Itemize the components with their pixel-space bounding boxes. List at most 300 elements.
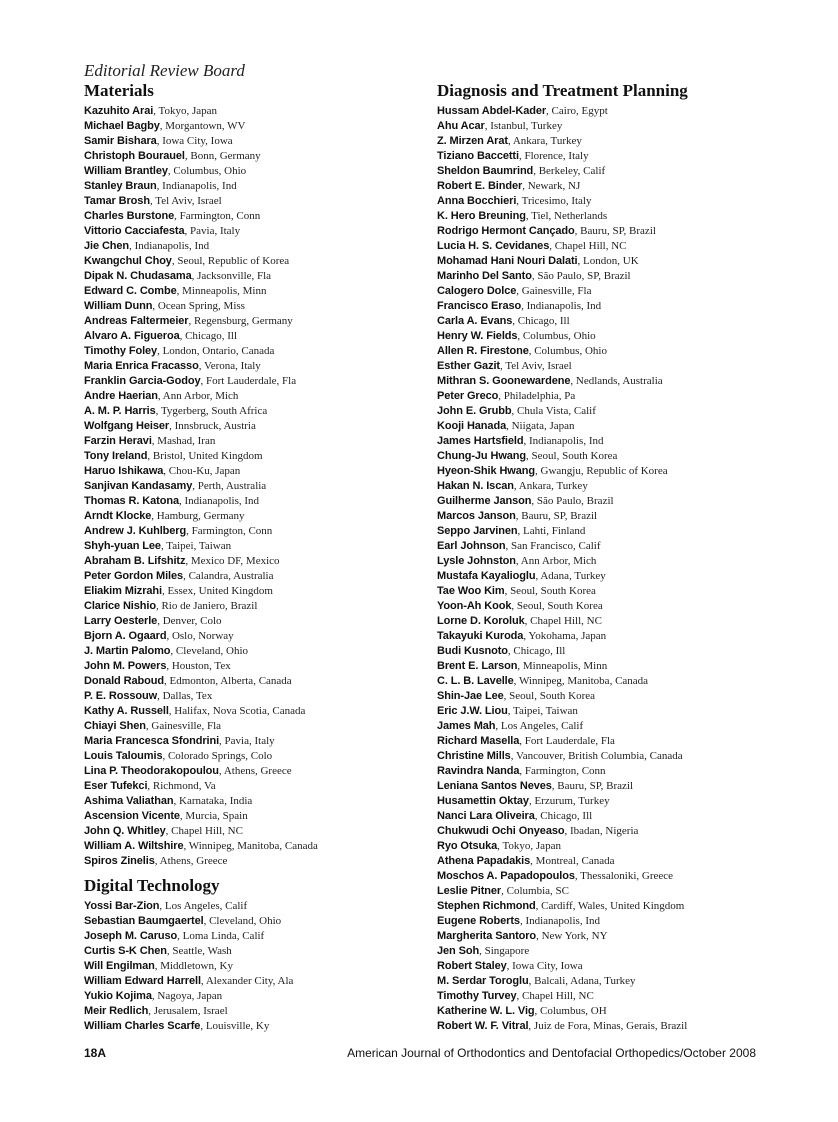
separator: ,	[501, 885, 507, 897]
separator: ,	[149, 195, 156, 207]
member-location: Columbus, Ohio	[534, 345, 607, 357]
member-location: Indianapolis, Ind	[162, 180, 237, 192]
member-location: Lahti, Finland	[523, 525, 586, 537]
board-member-entry	[84, 267, 429, 282]
member-name: Maria Francesca Sfondrini	[84, 735, 220, 747]
board-member-entry	[437, 372, 822, 387]
member-location: Iowa City, Iowa	[162, 135, 233, 147]
board-member-entry	[84, 897, 429, 912]
separator: ,	[515, 510, 522, 522]
board-member-entry	[84, 672, 429, 687]
member-location: Seoul, South Korea	[509, 690, 596, 702]
separator: ,	[498, 390, 504, 402]
member-location: Iowa City, Iowa	[512, 960, 583, 972]
separator: ,	[169, 420, 175, 432]
member-location: Indianapolis, Ind	[528, 435, 604, 447]
page-title: Editorial Review Board	[84, 61, 245, 80]
member-name: Shin-Jae Lee	[437, 690, 504, 702]
member-location: Winnipeg, Manitoba, Canada	[518, 675, 649, 687]
member-location: Indianapolis, Ind	[526, 300, 602, 312]
board-member-entry	[84, 147, 429, 162]
board-member-entry	[84, 477, 429, 492]
board-member-entry	[437, 447, 822, 462]
member-name: Lucia H. S. Cevidanes	[437, 240, 550, 252]
member-location: Chicago, Ill	[513, 645, 566, 657]
member-location: Tygerberg, South Africa	[160, 405, 268, 417]
separator: ,	[507, 135, 513, 147]
board-member-entry	[84, 357, 429, 372]
member-location: Verona, Italy	[204, 360, 261, 372]
separator: ,	[156, 135, 163, 147]
board-member-entry	[437, 837, 822, 852]
separator: ,	[530, 855, 536, 867]
member-location: Cleveland, Ohio	[175, 645, 249, 657]
member-name: Alvaro A. Figueroa	[84, 330, 180, 342]
separator: ,	[154, 960, 161, 972]
separator: ,	[516, 195, 522, 207]
separator: ,	[198, 360, 204, 372]
separator: ,	[564, 825, 570, 837]
separator: ,	[535, 570, 541, 582]
separator: ,	[151, 435, 158, 447]
board-member-entry	[84, 162, 429, 177]
member-location: San Francisco, Calif	[510, 540, 601, 552]
board-member-entry	[84, 702, 429, 717]
board-member-entry	[437, 432, 822, 447]
member-location: Minneapolis, Minn	[182, 285, 267, 297]
member-location: Seoul, South Korea	[510, 585, 596, 597]
board-member-entry	[84, 207, 429, 222]
member-name: Budi Kusnoto	[437, 645, 508, 657]
board-member-entry	[437, 192, 822, 207]
board-member-entry	[84, 777, 429, 792]
separator: ,	[183, 840, 189, 852]
member-location: Columbus, Ohio	[522, 330, 596, 342]
board-member-entry	[437, 252, 822, 267]
separator: ,	[168, 705, 175, 717]
separator: ,	[147, 450, 153, 462]
member-name: Joseph M. Caruso	[84, 930, 178, 942]
board-member-entry	[84, 432, 429, 447]
member-location: Rio de Janiero, Brazil	[161, 600, 258, 612]
board-member-entry	[437, 267, 822, 282]
board-member-entry	[437, 657, 822, 672]
member-location: Ocean Spring, Miss	[157, 300, 245, 312]
separator: ,	[178, 495, 185, 507]
separator: ,	[511, 405, 517, 417]
board-member-entry	[84, 732, 429, 747]
member-location: Innsbruck, Austria	[174, 420, 256, 432]
separator: ,	[535, 900, 542, 912]
member-name: Chiayi Shen	[84, 720, 146, 732]
member-name: Katherine W. L. Vig	[437, 1005, 535, 1017]
separator: ,	[523, 630, 529, 642]
member-name: Husamettin Oktay	[437, 795, 529, 807]
member-location: Vancouver, British Columbia, Canada	[516, 750, 683, 762]
member-name: Eugene Roberts	[437, 915, 520, 927]
member-name: Samir Bishara	[84, 135, 157, 147]
member-name: Marcos Janson	[437, 510, 516, 522]
board-member-entry	[437, 207, 822, 222]
board-member-entry	[437, 117, 822, 132]
member-location: Adana, Turkey	[540, 570, 606, 582]
member-location: Yokohama, Japan	[528, 630, 607, 642]
separator: ,	[151, 990, 158, 1002]
member-location: Calandra, Australia	[188, 570, 274, 582]
member-name: C. L. B. Lavelle	[437, 675, 514, 687]
member-location: Ann Arbor, Mich	[162, 390, 239, 402]
member-location: Florence, Italy	[524, 150, 589, 162]
member-name: Franklin Garcia-Godoy	[84, 375, 201, 387]
board-member-entry	[84, 627, 429, 642]
member-name: John Q. Whitley	[84, 825, 166, 837]
separator: ,	[534, 810, 541, 822]
board-member-entry	[84, 927, 429, 942]
board-member-entry	[437, 312, 822, 327]
board-member-entry	[437, 642, 822, 657]
member-location: Farmington, Conn	[524, 765, 606, 777]
separator: ,	[521, 300, 527, 312]
member-name: A. M. P. Harris	[84, 405, 156, 417]
separator: ,	[145, 720, 152, 732]
member-location: Bristol, United Kingdom	[152, 450, 263, 462]
board-member-entry	[84, 537, 429, 552]
board-member-entry	[84, 192, 429, 207]
member-location: Bauru, SP, Brazil	[580, 225, 656, 237]
separator: ,	[186, 525, 192, 537]
member-list-diagnosis	[437, 102, 822, 1032]
member-name: Yoon-Ah Kook	[437, 600, 512, 612]
separator: ,	[500, 360, 506, 372]
member-location: Murcia, Spain	[185, 810, 248, 822]
separator: ,	[156, 180, 163, 192]
member-location: Tokyo, Japan	[158, 105, 217, 117]
separator: ,	[171, 255, 178, 267]
member-name: Andre Haerian	[84, 390, 158, 402]
separator: ,	[523, 435, 529, 447]
board-member-entry	[437, 462, 822, 477]
member-name: Eser Tufekci	[84, 780, 148, 792]
member-name: Leniana Santos Neves	[437, 780, 552, 792]
member-name: Esther Gazit	[437, 360, 500, 372]
board-member-entry	[84, 252, 429, 267]
member-location: Ankara, Turkey	[518, 480, 588, 492]
separator: ,	[510, 750, 516, 762]
member-location: Jacksonville, Fla	[197, 270, 272, 282]
member-name: Earl Johnson	[437, 540, 506, 552]
separator: ,	[519, 765, 525, 777]
board-member-entry	[437, 792, 822, 807]
member-location: Fort Lauderdale, Fla	[205, 375, 297, 387]
member-name: Sebastian Baumgaertel	[84, 915, 204, 927]
member-location: Oslo, Norway	[171, 630, 234, 642]
member-name: Guilherme Janson	[437, 495, 532, 507]
member-name: Sheldon Baumrind	[437, 165, 534, 177]
board-member-entry	[84, 117, 429, 132]
member-name: Jie Chen	[84, 240, 130, 252]
member-name: Allen R. Firestone	[437, 345, 529, 357]
board-member-entry	[84, 522, 429, 537]
member-name: Vittorio Cacciafesta	[84, 225, 185, 237]
board-member-entry	[84, 642, 429, 657]
member-location: Berkeley, Calif	[538, 165, 606, 177]
board-member-entry	[437, 147, 822, 162]
member-location: Cairo, Egypt	[551, 105, 608, 117]
member-location: Colorado Springs, Colo	[167, 750, 273, 762]
member-location: Gwangju, Republic of Korea	[540, 465, 668, 477]
member-location: Ankara, Turkey	[512, 135, 582, 147]
member-location: Chou-Ku, Japan	[168, 465, 241, 477]
member-name: Meir Redlich	[84, 1005, 149, 1017]
separator: ,	[157, 345, 163, 357]
member-location: Chula Vista, Calif	[516, 405, 596, 417]
member-location: Farmington, Conn	[179, 210, 261, 222]
board-member-entry	[437, 807, 822, 822]
board-member-entry	[84, 462, 429, 477]
member-location: Tokyo, Japan	[502, 840, 561, 852]
separator: ,	[129, 240, 135, 252]
member-location: Seoul, South Korea	[516, 600, 603, 612]
member-name: Eric J.W. Liou	[437, 705, 508, 717]
board-member-entry	[437, 582, 822, 597]
board-member-entry	[437, 747, 822, 762]
board-member-entry	[437, 897, 822, 912]
separator: ,	[157, 615, 163, 627]
member-location: Thessaloniki, Greece	[580, 870, 674, 882]
member-name: P. E. Rossouw	[84, 690, 158, 702]
separator: ,	[497, 840, 503, 852]
board-member-entry	[84, 417, 429, 432]
member-name: Mithran S. Goonewardene	[437, 375, 571, 387]
member-location: Chapel Hill, NC	[522, 990, 594, 1002]
member-name: Anna Bocchieri	[437, 195, 517, 207]
member-location: London, UK	[583, 255, 639, 267]
member-name: Leslie Pitner	[437, 885, 502, 897]
board-member-entry	[437, 1002, 822, 1017]
board-member-entry	[84, 762, 429, 777]
member-location: Farmington, Conn	[191, 525, 273, 537]
board-member-entry	[84, 312, 429, 327]
board-member-entry	[437, 882, 822, 897]
separator: ,	[161, 585, 168, 597]
member-location: Chicago, Ill	[185, 330, 238, 342]
page-number: 18A	[84, 1046, 107, 1060]
member-location: Taipei, Taiwan	[513, 705, 578, 717]
separator: ,	[152, 300, 158, 312]
member-name: Nanci Lara Oliveira	[437, 810, 535, 822]
separator: ,	[516, 990, 522, 1002]
member-name: Maria Enrica Fracasso	[84, 360, 199, 372]
member-name: Tamar Brosh	[84, 195, 150, 207]
separator: ,	[165, 825, 172, 837]
separator: ,	[148, 1005, 154, 1017]
member-name: Abraham B. Lifshitz	[84, 555, 186, 567]
board-member-entry	[437, 732, 822, 747]
member-location: Istanbul, Turkey	[490, 120, 563, 132]
member-name: Yukio Kojima	[84, 990, 152, 1002]
member-location: Niigata, Japan	[511, 420, 575, 432]
member-location: Richmond, Va	[152, 780, 216, 792]
member-name: Farzin Heravi	[84, 435, 152, 447]
member-list-materials	[84, 102, 429, 867]
separator: ,	[526, 450, 532, 462]
member-name: Athena Papadakis	[437, 855, 531, 867]
separator: ,	[200, 1020, 206, 1032]
member-name: Wolfgang Heiser	[84, 420, 170, 432]
member-name: Dipak N. Chudasama	[84, 270, 192, 282]
separator: ,	[184, 225, 191, 237]
member-name: Andreas Faltermeier	[84, 315, 189, 327]
board-member-entry	[437, 822, 822, 837]
member-name: Spiros Zinelis	[84, 855, 155, 867]
member-location: São Paulo, Brazil	[536, 495, 614, 507]
separator: ,	[183, 570, 189, 582]
member-name: Robert W. F. Vitral	[437, 1020, 529, 1032]
board-member-entry	[84, 717, 429, 732]
member-location: Columbia, SC	[506, 885, 569, 897]
member-location: Middletown, Ky	[160, 960, 233, 972]
member-name: William Brantley	[84, 165, 168, 177]
member-location: Pavia, Italy	[190, 225, 241, 237]
member-location: Athens, Greece	[223, 765, 292, 777]
board-member-entry	[437, 297, 822, 312]
member-name: John E. Grubb	[437, 405, 512, 417]
member-location: Chapel Hill, NC	[171, 825, 243, 837]
board-member-entry	[437, 762, 822, 777]
separator: ,	[517, 525, 524, 537]
member-name: Brent E. Larson	[437, 660, 518, 672]
member-name: William A. Wiltshire	[84, 840, 184, 852]
member-name: Tiziano Baccetti	[437, 150, 519, 162]
member-name: Sanjivan Kandasamy	[84, 480, 193, 492]
board-member-entry	[84, 822, 429, 837]
separator: ,	[179, 330, 186, 342]
board-member-entry	[84, 342, 429, 357]
member-location: Chicago, Ill	[517, 315, 570, 327]
board-member-entry	[84, 222, 429, 237]
member-name: Kazuhito Arai	[84, 105, 154, 117]
separator: ,	[519, 735, 525, 747]
member-location: London, Ontario, Canada	[162, 345, 275, 357]
board-member-entry	[437, 987, 822, 1002]
member-location: Los Angeles, Calif	[500, 720, 584, 732]
member-location: Nagoya, Japan	[157, 990, 223, 1002]
member-location: Bauru, SP, Brazil	[521, 510, 598, 522]
member-location: Karnataka, India	[179, 795, 253, 807]
board-member-entry	[437, 777, 822, 792]
member-location: Tel Aviv, Israel	[505, 360, 572, 372]
member-name: William Edward Harrell	[84, 975, 201, 987]
separator: ,	[535, 465, 541, 477]
separator: ,	[570, 375, 576, 387]
member-location: Indianapolis, Ind	[134, 240, 210, 252]
separator: ,	[167, 165, 174, 177]
board-member-entry	[437, 342, 822, 357]
board-member-entry	[84, 912, 429, 927]
board-member-entry	[84, 327, 429, 342]
member-name: Thomas R. Katona	[84, 495, 179, 507]
separator: ,	[191, 270, 198, 282]
separator: ,	[525, 210, 532, 222]
separator: ,	[184, 150, 191, 162]
member-location: Hamburg, Germany	[156, 510, 245, 522]
board-member-entry	[437, 942, 822, 957]
member-name: Marinho Del Santo	[437, 270, 532, 282]
member-location: Ann Arbor, Mich	[520, 555, 597, 567]
section-heading-materials: Materials	[84, 81, 154, 100]
separator: ,	[153, 105, 159, 117]
board-member-entry	[84, 1002, 429, 1017]
board-member-entry	[437, 867, 822, 882]
board-member-entry	[84, 942, 429, 957]
member-name: Hakan N. Iscan	[437, 480, 514, 492]
member-name: Bjorn A. Ogaard	[84, 630, 167, 642]
section-heading-digital-technology: Digital Technology	[84, 876, 220, 895]
member-location: New York, NY	[541, 930, 608, 942]
member-name: Kathy A. Russell	[84, 705, 169, 717]
separator: ,	[188, 315, 194, 327]
member-name: Charles Burstone	[84, 210, 175, 222]
member-name: Peter Gordon Miles	[84, 570, 184, 582]
board-member-entry	[437, 222, 822, 237]
member-name: Z. Mirzen Arat	[437, 135, 508, 147]
separator: ,	[528, 345, 535, 357]
member-location: Louisville, Ky	[205, 1020, 270, 1032]
board-member-entry	[84, 972, 429, 987]
board-member-entry	[84, 282, 429, 297]
board-member-entry	[84, 687, 429, 702]
separator: ,	[174, 210, 180, 222]
member-location: Ibadan, Nigeria	[569, 825, 639, 837]
board-member-entry	[437, 597, 822, 612]
member-location: Halifax, Nova Scotia, Canada	[174, 705, 306, 717]
member-location: Tiel, Netherlands	[531, 210, 608, 222]
member-name: Andrew J. Kuhlberg	[84, 525, 187, 537]
board-member-entry	[84, 297, 429, 312]
board-member-entry	[437, 492, 822, 507]
separator: ,	[163, 465, 169, 477]
separator: ,	[531, 495, 537, 507]
board-member-entry	[84, 102, 429, 117]
member-name: Lysle Johnston	[437, 555, 516, 567]
board-member-entry	[437, 387, 822, 402]
member-location: Montreal, Canada	[535, 855, 615, 867]
member-location: Chapel Hill, NC	[530, 615, 602, 627]
member-location: Newark, NJ	[527, 180, 581, 192]
separator: ,	[528, 795, 535, 807]
page-footer	[84, 1046, 756, 1062]
board-member-entry	[84, 657, 429, 672]
separator: ,	[503, 690, 510, 702]
board-member-entry	[84, 387, 429, 402]
member-name: Christine Mills	[437, 750, 511, 762]
board-member-entry	[437, 852, 822, 867]
member-name: Will Engilman	[84, 960, 155, 972]
member-name: Ascension Vicente	[84, 810, 180, 822]
separator: ,	[159, 900, 165, 912]
member-name: Donald Raboud	[84, 675, 164, 687]
member-name: Haruo Ishikawa	[84, 465, 164, 477]
member-name: Tae Woo Kim	[437, 585, 505, 597]
board-member-entry	[84, 1017, 429, 1032]
separator: ,	[533, 165, 539, 177]
board-member-entry	[84, 612, 429, 627]
member-location: Cardiff, Wales, United Kingdom	[541, 900, 685, 912]
member-name: Tony Ireland	[84, 450, 148, 462]
member-location: Indianapolis, Ind	[525, 915, 600, 927]
separator: ,	[546, 105, 552, 117]
board-member-entry	[437, 237, 822, 252]
